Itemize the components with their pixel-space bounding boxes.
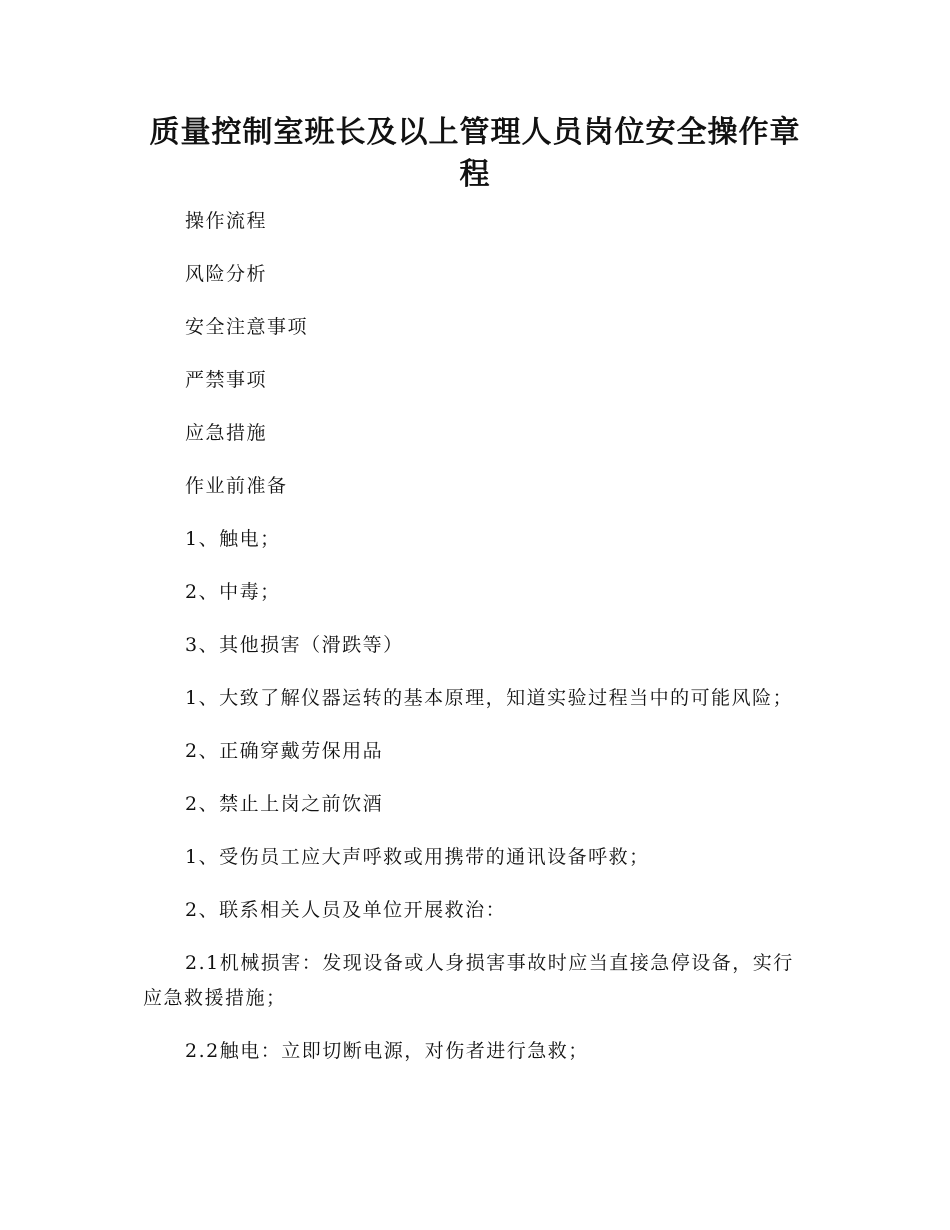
paragraph: 3、其他损害（滑跌等） <box>185 634 404 656</box>
paragraph: 2、中毒； <box>185 581 281 603</box>
paragraph: 操作流程 <box>185 210 268 232</box>
paragraph: 1、触电； <box>185 528 281 550</box>
paragraph: 2.2触电：立即切断电源，对伤者进行急救； <box>185 1040 589 1062</box>
paragraph: 2、联系相关人员及单位开展救治： <box>185 899 507 921</box>
paragraph: 安全注意事项 <box>185 316 309 338</box>
paragraph: 风险分析 <box>185 263 268 285</box>
paragraph: 1、受伤员工应大声呼救或用携带的通讯设备呼救； <box>185 846 650 868</box>
paragraph: 1、大致了解仪器运转的基本原理，知道实验过程当中的可能风险； <box>185 687 794 709</box>
paragraph: 应急措施 <box>185 422 268 444</box>
paragraph: 2.1机械损害：发现设备或人身损害事故时应当直接急停设备，实行应急救援措施； <box>143 952 794 1009</box>
document-title: 质量控制室班长及以上管理人员岗位安全操作章程 <box>149 115 801 192</box>
paragraph: 2、禁止上岗之前饮酒 <box>185 793 384 815</box>
document-body <box>143 204 813 1087</box>
paragraph: 2、正确穿戴劳保用品 <box>185 740 384 762</box>
paragraph: 作业前准备 <box>185 475 288 497</box>
paragraph: 严禁事项 <box>185 369 268 391</box>
